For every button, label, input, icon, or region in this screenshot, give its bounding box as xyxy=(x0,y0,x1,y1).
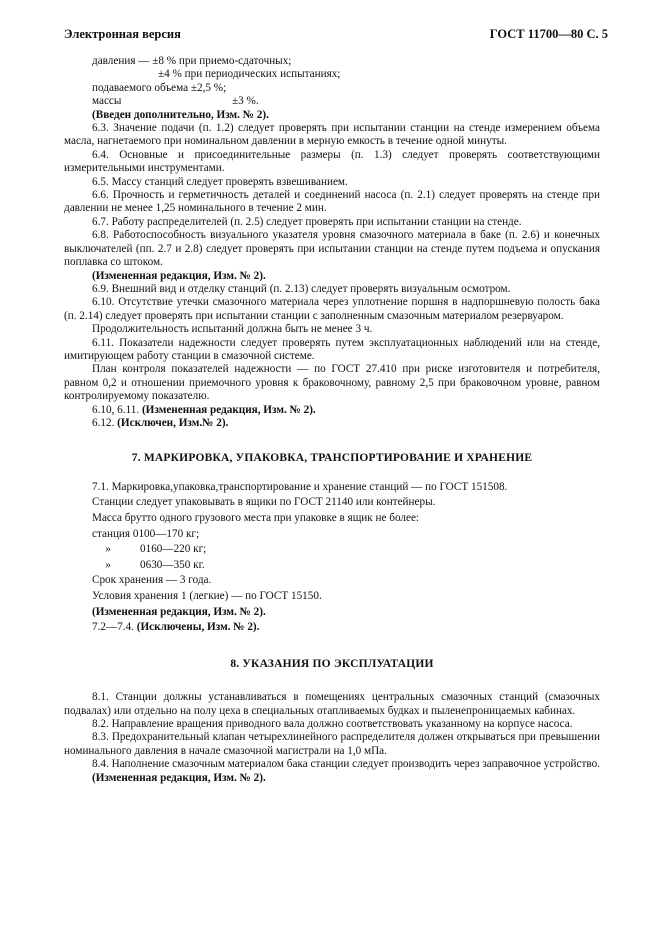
clause-8-4: 8.4. Наполнение смазочным материалом бака станции следует производить через заправочное устройство. xyxy=(92,758,600,771)
mass-row-0160 xyxy=(64,542,600,558)
clause-6-9: 6.9. Внешний вид и отделку станций (п. 2.13) следует проверять визуальным осмотром. xyxy=(92,282,511,295)
clause-6-10-duration: Продолжительность испытаний должна быть не менее 3 ч. xyxy=(92,323,373,336)
clause-6-7: 6.7. Работу распределителей (п. 2.5) следует проверять при испытании станции на стенде. xyxy=(92,215,522,228)
tolerance-line-mass xyxy=(64,95,600,108)
tolerance-line-pressure: давления — ±8 % при приемо-сдаточных; xyxy=(92,55,292,67)
section-8-heading: 8. УКАЗАНИЯ ПО ЭКСПЛУАТАЦИИ xyxy=(230,657,434,670)
clause-6-5: 6.5. Массу станций следует проверять взвешиванием. xyxy=(92,175,348,188)
clause-8-2: 8.2. Направление вращения приводного вала должно соответствовать указанному на корпусе насоса. xyxy=(92,717,573,730)
mass-label: массы xyxy=(92,95,122,108)
header-standard-page: ГОСТ 11700—80 С. 5 xyxy=(489,27,608,41)
mass-row-0630 xyxy=(64,558,600,574)
section-7-body xyxy=(64,480,600,636)
section-7-heading: 7. МАРКИРОВКА, УПАКОВКА, ТРАНСПОРТИРОВАНИЕ И ХРАНЕНИЕ xyxy=(131,452,533,465)
clause-8-3: 8.3. Предохранительный клапан четырехлинейного распределителя должен открываться при превышении номинального давления в начале смазочной магистрали на 1,0 мПа. xyxy=(64,731,600,757)
amendment-note-added: (Введен дополнительно, Изм. № 2). xyxy=(92,108,269,121)
amendment-text-7-2-7-4: (Исключены, Изм. № 2). xyxy=(136,621,260,634)
ditto-mark: » xyxy=(105,543,111,556)
storage-conditions: Условия хранения 1 (легкие) — по ГОСТ 15150. xyxy=(92,589,322,602)
amendment-note-6-10-6-11 xyxy=(64,404,600,417)
ditto-mark: » xyxy=(105,558,111,571)
clause-6-11-plan: План контроля показателей надежности — по ГОСТ 27.410 при риске изготовителя и потребителя, равном 0,2 и отношении приемочного уровня к браковочному, равному 2,5 при браковочном уровне, равном контролируемому показателю. xyxy=(64,363,600,403)
clause-6-8: 6.8. Работоспособность визуального указателя уровня смазочного материала в баке (п. 2.6) и конечных выключателей (пп. 2.7 и 2.8) следует проверять при испытании станции на стенде путем подъема и опускания поплавка со штоком. xyxy=(64,229,600,269)
clause-8-1: 8.1. Станции должны устанавливаться в помещениях центральных смазочных станций (смазочных подвалах) или отдельно на полу цеха в специальных отапливаемых будках и пыленепроницаемых кабинах. xyxy=(64,691,600,717)
mass-row-0160-value: 0160—220 кг; xyxy=(140,543,207,556)
mass-value: ±3 %. xyxy=(232,95,259,108)
header-edition-label: Электронная версия xyxy=(64,27,181,41)
clause-6-3: 6.3. Значение подачи (п. 1.2) следует проверять при испытании станции на стенде измерением объема масла, нагнетаемого при номинальном давлении в мерную емкость в течение одной минуты. xyxy=(64,122,600,148)
amendment-note-8-4: (Измененная редакция, Изм. № 2). xyxy=(92,771,266,784)
amendment-text-6-12: (Исключен, Изм.№ 2). xyxy=(117,416,229,429)
document-body xyxy=(64,55,600,785)
storage-term: Срок хранения — 3 года. xyxy=(92,574,212,587)
mass-row-0100: станция 0100—170 кг; xyxy=(92,527,200,540)
amendment-ref-6-12: 6.12. xyxy=(92,416,115,429)
amendment-note-6-12 xyxy=(64,417,600,430)
clause-7-1-gross-mass: Масса брутто одного грузового места при упаковке в ящик не более: xyxy=(92,511,420,524)
clause-6-4: 6.4. Основные и присоединительные размеры (п. 1.3) следует проверять соответствующими измерительными инструментами. xyxy=(64,148,600,175)
amendment-text-6-10-6-11: (Измененная редакция, Изм. № 2). xyxy=(141,403,316,416)
clause-6-10: 6.10. Отсутствие утечки смазочного материала через уплотнение поршня в надпоршневую полость бака (п. 2.14) следует проверять при испытании станции с заполненным смазочным материалом резервуаром. xyxy=(64,296,600,322)
tolerance-line-volume: подаваемого объема ±2,5 %; xyxy=(92,81,227,94)
amendment-note-7-1: (Измененная редакция, Изм. № 2). xyxy=(92,605,266,618)
clause-6-6: 6.6. Прочность и герметичность деталей и соединений насоса (п. 2.1) следует проверять на стенде при давлении не менее 1,25 номинального в течение 2 мин. xyxy=(64,189,600,215)
tolerance-line-periodic: ±4 % при периодических испытаниях; xyxy=(158,68,341,81)
clause-7-1-packing: Станции следует упаковывать в ящики по ГОСТ 21140 или контейнеры. xyxy=(92,496,436,509)
clause-6-11: 6.11. Показатели надежности следует проверять путем эксплуатационных наблюдений или на стенде, имитирующем работу станции в смазочной системе. xyxy=(64,336,600,362)
amendment-ref-6-10-6-11: 6.10, 6.11. xyxy=(92,403,140,416)
amendment-note-7-2-7-4 xyxy=(64,620,600,636)
clause-7-1: 7.1. Маркировка,упаковка,транспортирование и хранение станций — по ГОСТ 151508. xyxy=(92,480,508,493)
mass-row-0630-value: 0630—350 кг. xyxy=(140,558,205,571)
amendment-ref-7-2-7-4: 7.2—7.4. xyxy=(92,621,134,634)
amendment-note-6-8: (Измененная редакция, Изм. № 2). xyxy=(92,269,266,282)
